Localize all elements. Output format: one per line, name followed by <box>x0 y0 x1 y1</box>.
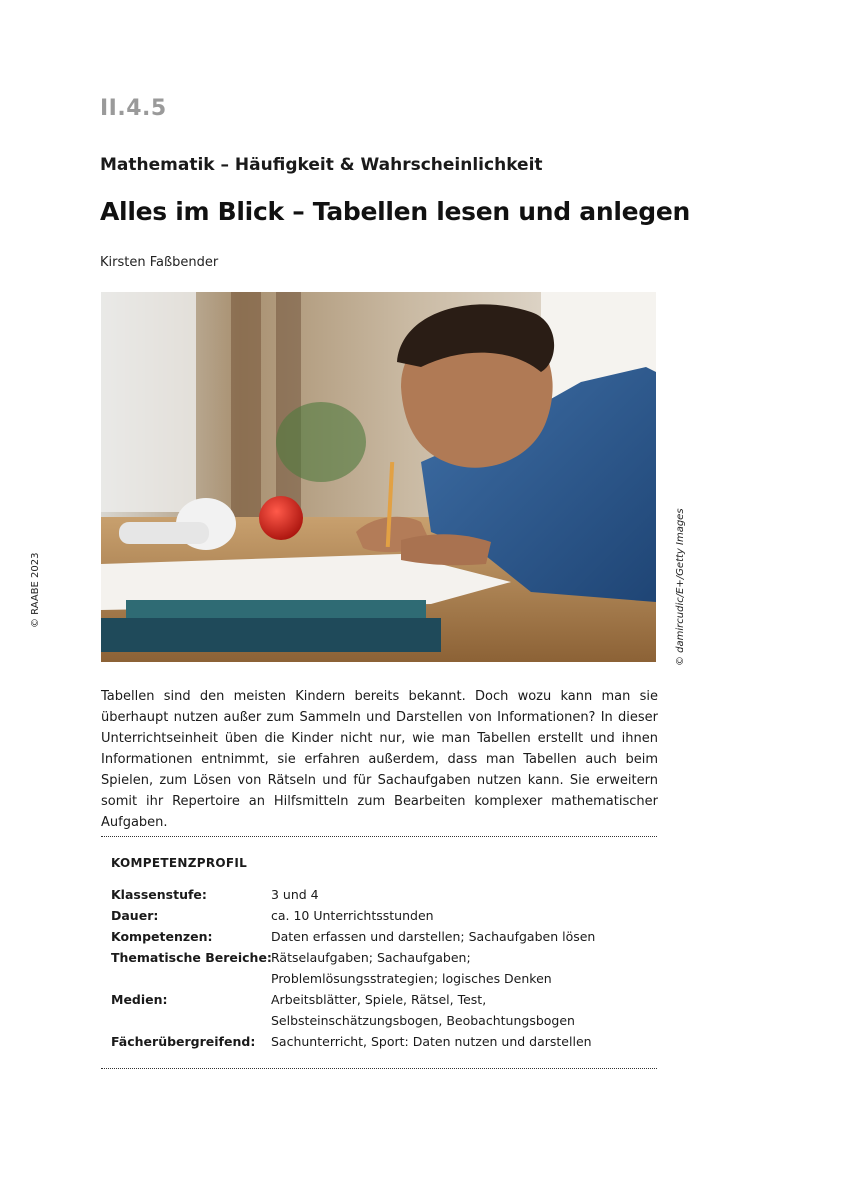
divider-top <box>101 836 657 837</box>
profile-value: Sachunterricht, Sport: Daten nutzen und darstellen <box>271 1034 592 1049</box>
profile-label: Klassenstufe: <box>111 887 207 902</box>
profile-row-faecheruebergreifend <box>111 1031 631 1052</box>
profile-value: Arbeitsblätter, Spiele, Rätsel, Test, Selbsteinschätzungsbogen, Beobachtungsbogen <box>271 992 575 1028</box>
subject-line: Mathematik – Häufigkeit & Wahrscheinlichkeit <box>100 155 543 175</box>
boy-writing-illustration <box>101 292 656 662</box>
profile-label: Kompetenzen: <box>111 929 213 944</box>
profile-label: Medien: <box>111 992 168 1007</box>
profile-row-kompetenzen <box>111 926 631 947</box>
profile-value: Daten erfassen und darstellen; Sachaufgaben lösen <box>271 929 596 944</box>
divider-bottom <box>101 1068 657 1069</box>
profile-label: Dauer: <box>111 908 159 923</box>
photo-credit: © damircudic/E+/Getty Images <box>675 508 686 666</box>
kompetenzprofil-heading: KOMPETENZPROFIL <box>111 856 248 870</box>
profile-row-thematische-bereiche <box>111 947 631 989</box>
author-name: Kirsten Faßbender <box>100 255 219 270</box>
profile-value: Rätselaufgaben; Sachaufgaben; Problemlösungsstrategien; logisches Denken <box>271 950 552 986</box>
profile-value: 3 und 4 <box>271 887 319 902</box>
profile-label: Fächerübergreifend: <box>111 1034 256 1049</box>
profile-row-klassenstufe <box>111 884 631 905</box>
copyright-note: © RAABE 2023 <box>30 552 41 628</box>
profile-row-medien <box>111 989 631 1031</box>
profile-row-dauer <box>111 905 631 926</box>
intro-paragraph: Tabellen sind den meisten Kindern bereits bekannt. Doch wozu kann man sie überhaupt nutzen außer zum Sammeln und Darstellen von Informationen? In dieser Unterrichtseinheit üben die Kinder nicht nur, wie man Tabellen erstellt und ihnen Informationen entnimmt, sie erfahren außerdem, dass man Tabellen auch beim Spielen, zum Lösen von Rätseln und für Sachaufgaben nutzen kann. Sie erweitern somit ihr Repertoire an Hilfsmitteln zum Bearbeiten komplexer mathematischer Aufgaben. <box>101 689 658 830</box>
chapter-number: II.4.5 <box>100 96 167 121</box>
profile-label: Thematische Bereiche: <box>111 950 272 965</box>
profile-value: ca. 10 Unterrichtsstunden <box>271 908 434 923</box>
page-title: Alles im Blick – Tabellen lesen und anlegen <box>100 197 691 226</box>
cover-photo <box>101 292 656 662</box>
